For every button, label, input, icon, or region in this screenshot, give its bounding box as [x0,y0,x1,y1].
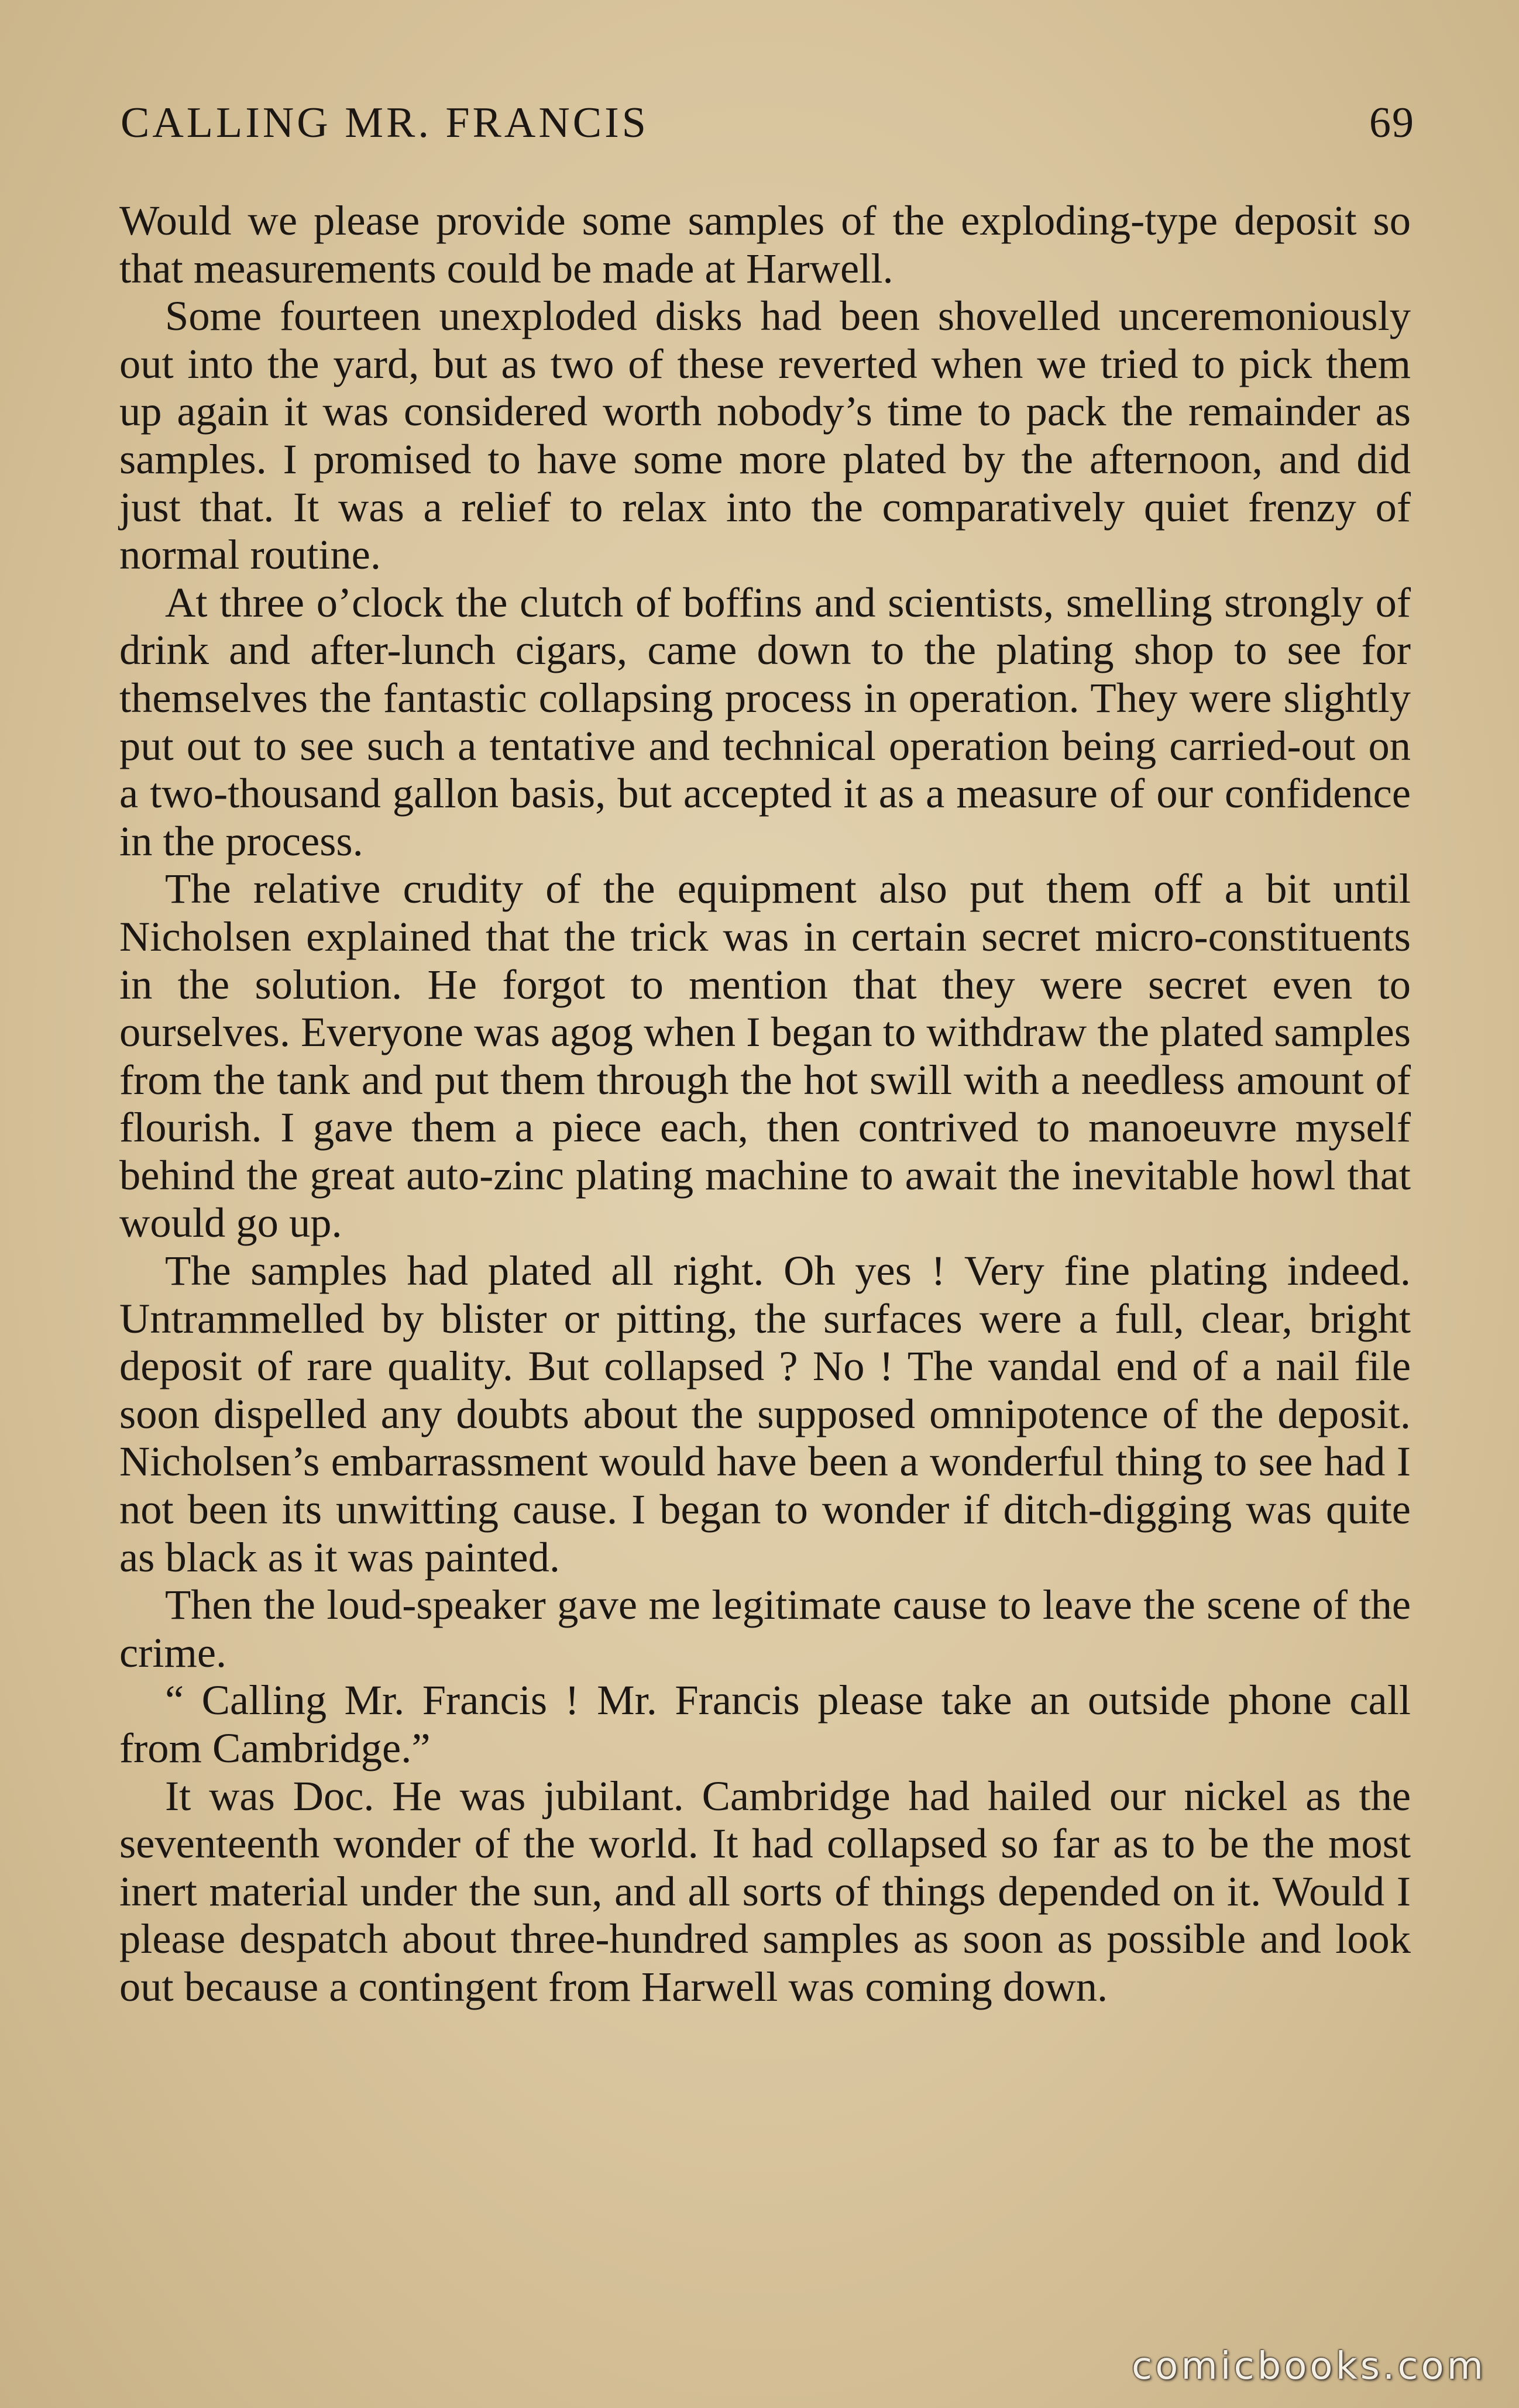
paragraph-1: Would we please provide some samples of the exploding-type deposit so that measurements could be made at Harwell. [119,197,1411,292]
paragraph-5: The samples had plated all right. Oh yes ! Very fine plating indeed. Untrammelled by blister or pitting, the surfaces were a full, clear, bright deposit of rare quality. But collapsed ? No ! The vandal end of a nail file soon dispelled any doubts about the supposed omnipotence of the deposit. Nicholsen’s embarrassment would have been a wonderful thing to see had I not been its unwitting cause. I began to wonder if ditch-digging was quite as black as it was painted. [119,1247,1411,1581]
running-head [121,98,1415,157]
paragraph-7: “ Calling Mr. Francis ! Mr. Francis please take an outside phone call from Cambridge.” [119,1676,1411,1771]
paragraph-3: At three o’clock the clutch of boffins and scientists, smelling strongly of drink and after-lunch cigars, came down to the plating shop to see for themselves the fantastic collapsing process in operation. They were slightly put out to see such a tentative and technical operation being carried-out on a two-thousand gallon basis, but accepted it as a measure of our confidence in the process. [119,578,1411,865]
watermark: comicbooks.com [1131,2345,1486,2388]
body-text [119,197,1411,2011]
chapter-title: CALLING MR. FRANCIS [121,99,649,147]
paragraph-6: Then the loud-speaker gave me legitimate cause to leave the scene of the crime. [119,1581,1411,1676]
paragraph-4: The relative crudity of the equipment also put them off a bit until Nicholsen explained that the trick was in certain secret micro-constituents in the solution. He forgot to mention that they were secret even to ourselves. Everyone was agog when I began to withdraw the plated samples from the tank and put them through the hot swill with a needless amount of flourish. I gave them a piece each, then contrived to manoeuvre myself behind the great auto-zinc plating machine to await the inevitable howl that would go up. [119,865,1411,1247]
paragraph-8: It was Doc. He was jubilant. Cambridge had hailed our nickel as the seventeenth wonder of the world. It had collapsed so far as to be the most inert material under the sun, and all sorts of things depended on it. Would I please despatch about three-hundred samples as soon as possible and look out because a contingent from Harwell was coming down. [119,1771,1411,2010]
page-number: 69 [1369,99,1415,147]
paragraph-2: Some fourteen unexploded disks had been shovelled unceremoniously out into the yard, but as two of these reverted when we tried to pick them up again it was considered worth nobody’s time to pack the remainder as samples. I promised to have some more plated by the afternoon, and did just that. It was a relief to relax into the comparatively quiet frenzy of normal routine. [119,292,1411,579]
